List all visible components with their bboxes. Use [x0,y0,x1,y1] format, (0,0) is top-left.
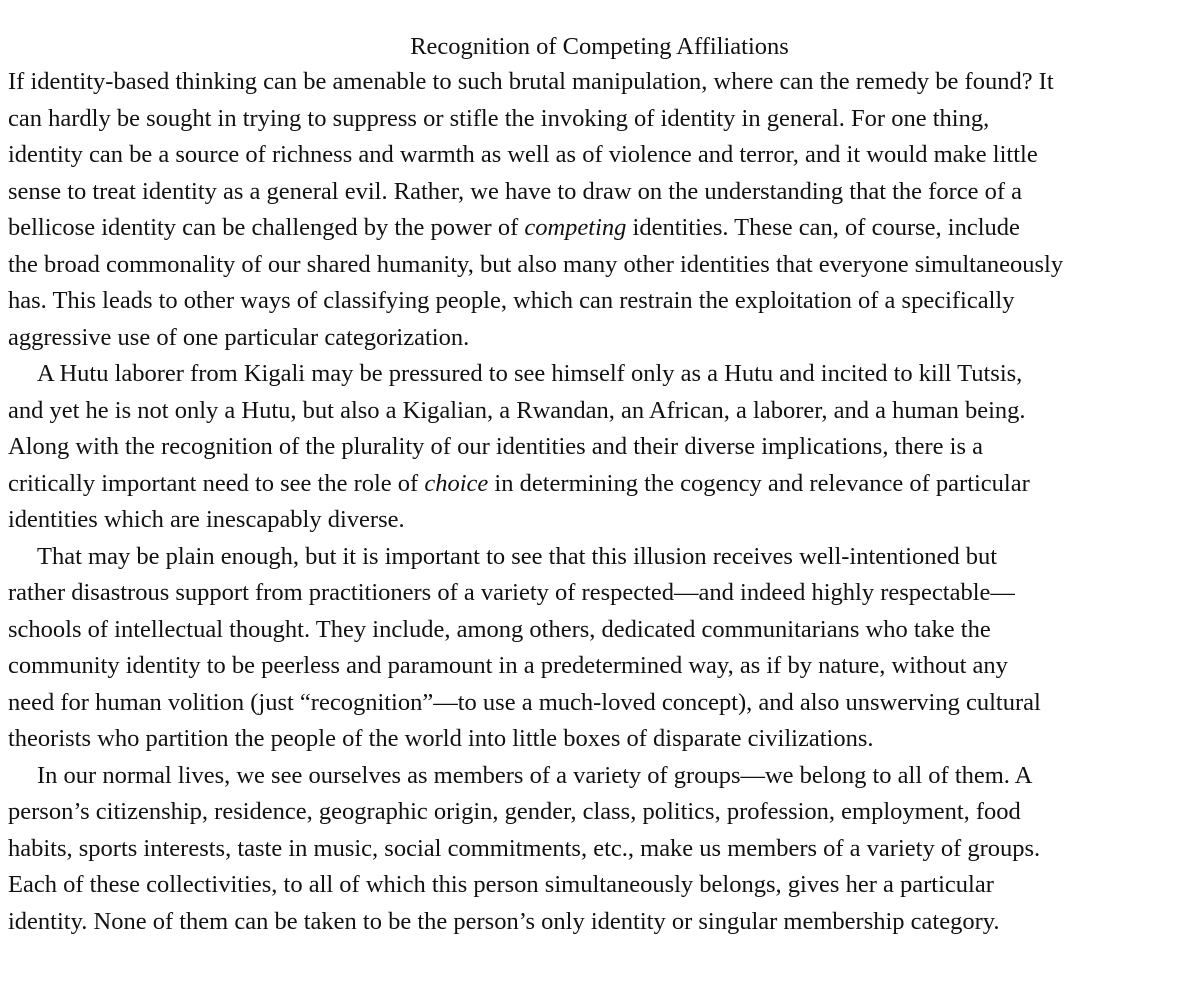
text-segment: can hardly be sought in trying to suppress or stifle the invoking of identity in general. For one thing, [8,104,990,132]
text-segment: need for human volition (just “recognition”—to use a much-loved concept), and also unswerving cultural [8,688,1041,716]
text-segment: rather disastrous support from practitioners of a variety of respected—and indeed highly respectable— [8,579,1015,606]
text-line [8,612,1191,649]
text-segment: person’s citizenship, residence, geographic origin, gender, class, politics, profession, employment, food [8,798,1021,825]
text-line [8,758,1191,795]
body-text [8,64,1191,940]
section-title: Recognition of Competing Affiliations [410,33,789,60]
text-line [8,904,1191,941]
text-line [8,101,1191,138]
paragraph [8,539,1191,758]
text-line [8,174,1191,211]
text-line [8,685,1191,722]
text-line [8,283,1191,320]
text-segment: Each of these collectivities, to all of which this person simultaneously belongs, gives her a particular [8,871,994,898]
text-line [8,210,1191,247]
text-line [8,648,1191,685]
text-segment: In our normal lives, we see ourselves as members of a variety of groups—we belong to all of them. A [37,761,1033,789]
text-line [8,575,1191,612]
text-segment: community identity to be peerless and paramount in a predetermined way, as if by nature, without any [8,652,1008,679]
text-segment: If identity-based thinking can be amenable to such brutal manipulation, where can the remedy be found? It [8,68,1054,95]
text-segment: the broad commonality of our shared humanity, but also many other identities that everyone simultaneously [8,250,1064,278]
text-line [8,247,1191,284]
text-segment: identities which are inescapably diverse. [8,506,405,533]
paragraph [8,758,1191,941]
text-segment: Along with the recognition of the plurality of our identities and their diverse implications, there is a [8,433,983,460]
text-line [8,721,1191,758]
text-segment: A Hutu laborer from Kigali may be pressured to see himself only as a Hutu and incited to kill Tutsis, [37,360,1023,387]
text-segment: and yet he is not only a Hutu, but also a Kigalian, a Rwandan, an African, a laborer, and a human being. [8,396,1026,424]
text-line [8,429,1191,466]
text-segment: bellicose identity can be challenged by the power of [8,214,525,241]
text-segment: theorists who partition the people of the world into little boxes of disparate civilizations. [8,725,874,752]
text-segment: That may be plain enough, but it is important to see that this illusion receives well-intentioned but [37,542,998,570]
text-line [8,320,1191,357]
text-segment: has. This leads to other ways of classifying people, which can restrain the exploitation of a specifically [8,287,1015,314]
text-line [8,64,1191,101]
text-line [8,393,1191,430]
emphasized-text: competing [524,214,627,241]
text-line [8,794,1191,831]
paragraph [8,356,1191,539]
text-line [8,502,1191,539]
text-segment: in determining the cogency and relevance of particular [488,469,1030,497]
text-segment: identity. None of them can be taken to be the person’s only identity or singular membership category. [8,907,1000,935]
text-segment: critically important need to see the role of [8,469,425,497]
paragraph [8,64,1191,356]
text-line [8,137,1191,174]
text-segment: aggressive use of one particular categorization. [8,323,470,351]
text-line [8,539,1191,576]
text-segment: habits, sports interests, taste in music, social commitments, etc., make us members of a variety of groups. [8,834,1041,862]
text-segment: identities. These can, of course, include [626,214,1020,241]
emphasized-text: choice [424,469,489,497]
text-segment: sense to treat identity as a general evil. Rather, we have to draw on the understanding that the force of a [8,177,1023,205]
text-line [8,466,1191,503]
text-line [8,356,1191,393]
text-segment: schools of intellectual thought. They include, among others, dedicated communitarians who take the [8,615,991,643]
text-line [8,867,1191,904]
text-segment: identity can be a source of richness and warmth as well as of violence and terror, and it would make little [8,141,1038,168]
text-line [8,831,1191,868]
